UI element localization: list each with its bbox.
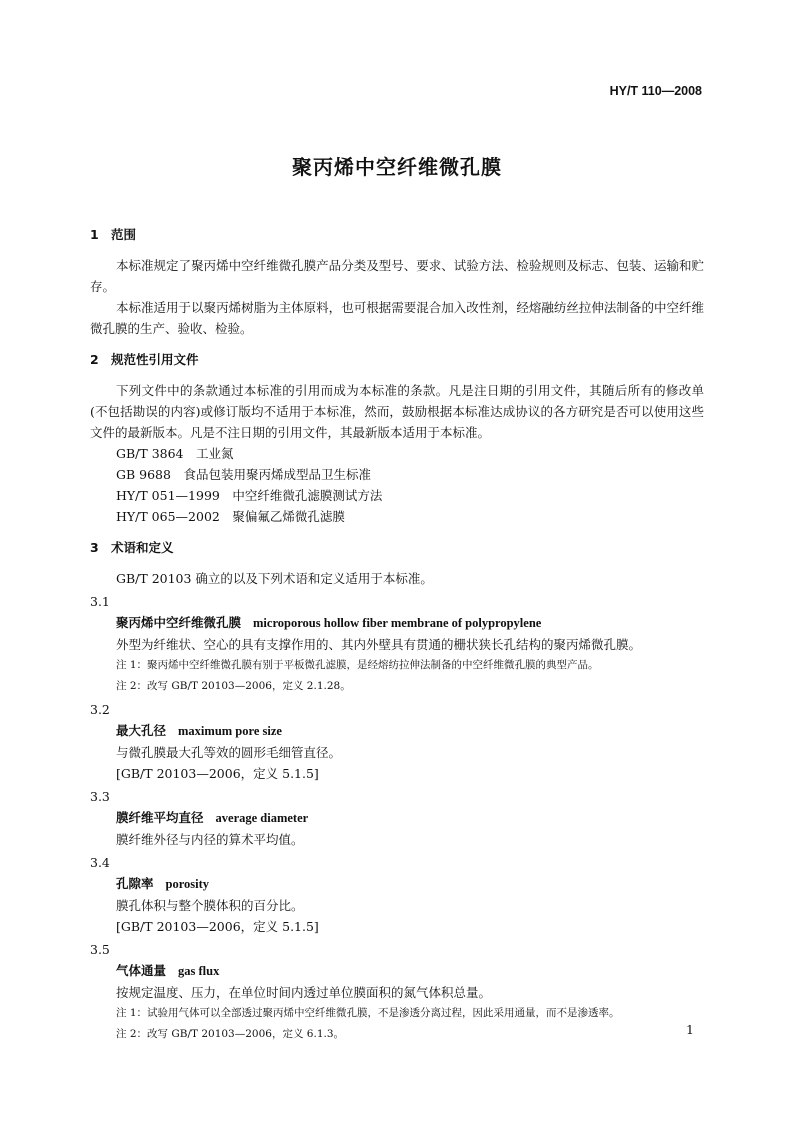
term-english: porosity <box>165 877 210 891</box>
term-chinese: 膜纤维平均直径 <box>116 810 204 825</box>
reference-code: HY/T 065—2002 <box>116 509 220 524</box>
term-chinese: 最大孔径 <box>116 723 167 738</box>
reference-name: 中空纤维微孔滤膜测试方法 <box>232 488 383 503</box>
reference-item <box>90 485 704 506</box>
term-definition: 膜孔体积与整个膜体积的百分比。 <box>116 898 304 913</box>
clause-number: 3.2 <box>90 702 110 717</box>
term-note: 注 2：改写 GB/T 20103—2006，定义 6.1.3。 <box>116 1028 345 1040</box>
section-number: 3 <box>90 540 99 555</box>
section-title: 规范性引用文件 <box>111 352 199 367</box>
term-chinese: 聚丙烯中空纤维微孔膜 <box>116 615 242 630</box>
section-2-heading <box>90 349 704 370</box>
reference-code: GB/T 3864 <box>116 446 184 461</box>
paragraph: 下列文件中的条款通过本标准的引用而成为本标准的条款。凡是注日期的引用文件，其随后所有的修改单(不包括勘误的内容)或修订版均不适用于本标准，然而，鼓励根据本标准达成协议的各方研究是否可以使用这些文件的最新版本。凡是不注日期的引用文件，其最新版本适用于本标准。 <box>90 383 704 440</box>
document-body <box>90 218 704 1045</box>
section-number: 2 <box>90 352 99 367</box>
term-entry <box>90 807 704 829</box>
paragraph: 本标准适用于以聚丙烯树脂为主体原料，也可根据需要混合加入改性剂，经熔融纺丝拉伸法制备的中空纤维微孔膜的生产、验收、检验。 <box>90 300 704 336</box>
term-entry <box>90 873 704 895</box>
reference-name: 工业氮 <box>196 446 234 461</box>
paragraph: GB/T 20103 确立的以及下列术语和定义适用于本标准。 <box>116 571 433 586</box>
reference-item <box>90 464 704 485</box>
section-title: 术语和定义 <box>111 540 174 555</box>
term-entry <box>90 612 704 634</box>
reference-code: GB 9688 <box>116 467 171 482</box>
clause-number: 3.3 <box>90 789 110 804</box>
term-entry <box>90 960 704 982</box>
reference-name: 食品包装用聚丙烯成型品卫生标准 <box>183 467 371 482</box>
term-english: maximum pore size <box>178 724 282 738</box>
term-note: 注 1：聚丙烯中空纤维微孔膜有别于平板微孔滤膜，是经熔纺拉伸法制备的中空纤维微孔膜的典型产品。 <box>116 659 599 671</box>
clause-number: 3.4 <box>90 855 110 870</box>
term-english: average diameter <box>215 811 309 825</box>
reference-item <box>90 506 704 527</box>
term-definition: 膜纤维外径与内径的算术平均值。 <box>116 832 304 847</box>
term-source: [GB/T 20103—2006，定义 5.1.5] <box>116 766 319 781</box>
clause-number: 3.5 <box>90 942 110 957</box>
reference-name: 聚偏氟乙烯微孔滤膜 <box>232 509 345 524</box>
section-title: 范围 <box>111 227 137 242</box>
section-1-heading <box>90 224 704 245</box>
term-chinese: 气体通量 <box>116 963 167 978</box>
term-note: 注 2：改写 GB/T 20103—2006，定义 2.1.28。 <box>116 680 351 692</box>
clause-number: 3.1 <box>90 594 110 609</box>
term-source: [GB/T 20103—2006，定义 5.1.5] <box>116 919 319 934</box>
term-definition: 按规定温度、压力，在单位时间内透过单位膜面积的氮气体积总量。 <box>116 985 492 1000</box>
term-chinese: 孔隙率 <box>116 876 154 891</box>
reference-item <box>90 443 704 464</box>
term-english: gas flux <box>178 964 220 978</box>
term-definition: 外型为纤维状、空心的具有支撑作用的、其内外壁具有贯通的栅状狭长孔结构的聚丙烯微孔膜。 <box>116 637 642 652</box>
standard-code: HY/T 110—2008 <box>609 84 702 98</box>
term-english: microporous hollow fiber membrane of polypropylene <box>253 616 542 630</box>
term-note: 注 1：试验用气体可以全部透过聚丙烯中空纤维微孔膜，不是渗透分离过程，因此采用通量，而不是渗透率。 <box>116 1007 620 1019</box>
reference-code: HY/T 051—1999 <box>116 488 220 503</box>
term-entry <box>90 720 704 742</box>
page-number: 1 <box>686 1022 694 1037</box>
section-3-heading <box>90 537 704 558</box>
document-title: 聚丙烯中空纤维微孔膜 <box>292 155 502 179</box>
section-number: 1 <box>90 227 99 242</box>
paragraph: 本标准规定了聚丙烯中空纤维微孔膜产品分类及型号、要求、试验方法、检验规则及标志、包装、运输和贮存。 <box>90 258 704 294</box>
term-definition: 与微孔膜最大孔等效的圆形毛细管直径。 <box>116 745 342 760</box>
